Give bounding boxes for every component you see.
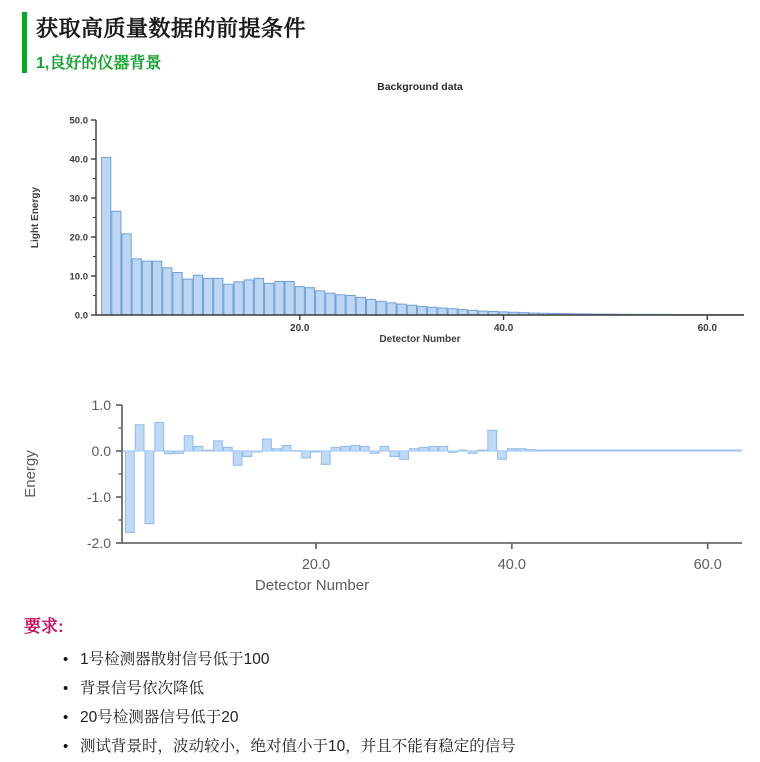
svg-text:40.0: 40.0 (69, 154, 88, 166)
title-accent-bar (22, 12, 27, 73)
list-item: • 测试背景时，波动较小，绝对值小于10，并且不能有稳定的信号 (80, 732, 748, 761)
svg-text:Energy: Energy (22, 450, 39, 498)
svg-text:10.0: 10.0 (69, 271, 88, 283)
svg-text:60.0: 60.0 (693, 557, 722, 573)
svg-text:40.0: 40.0 (497, 557, 526, 573)
requirements-heading: 要求: (24, 617, 64, 636)
svg-text:1.0: 1.0 (91, 396, 111, 413)
list-item: • 20号检测器信号低于20 (80, 703, 748, 732)
svg-text:Light Energy: Light Energy (30, 186, 41, 249)
page-title: 获取高质量数据的前提条件 (36, 16, 307, 41)
svg-text:50.0: 50.0 (69, 115, 88, 127)
svg-text:Detector Number: Detector Number (379, 334, 461, 345)
svg-text:-1.0: -1.0 (86, 488, 111, 505)
energy-background-chart (22, 375, 760, 615)
list-item: • 1号检测器散射信号低于100 (80, 645, 748, 674)
svg-text:30.0: 30.0 (69, 193, 88, 205)
svg-text:60.0: 60.0 (697, 323, 718, 334)
svg-text:20.0: 20.0 (301, 557, 331, 573)
svg-text:20.0: 20.0 (69, 232, 88, 244)
svg-text:0.0: 0.0 (91, 442, 111, 459)
svg-text:Background data: Background data (377, 81, 463, 93)
svg-text:-2.0: -2.0 (86, 534, 111, 551)
background-data-chart (22, 80, 760, 370)
list-item: • 背景信号依次降低 (80, 674, 748, 703)
svg-text:Detector Number: Detector Number (254, 577, 370, 594)
section-subtitle: 1,良好的仪器背景 (36, 55, 162, 72)
svg-text:40.0: 40.0 (493, 323, 514, 334)
requirements-section (24, 612, 748, 761)
svg-text:20.0: 20.0 (290, 323, 310, 334)
requirements-list (80, 645, 748, 761)
svg-text:0.0: 0.0 (74, 310, 88, 322)
